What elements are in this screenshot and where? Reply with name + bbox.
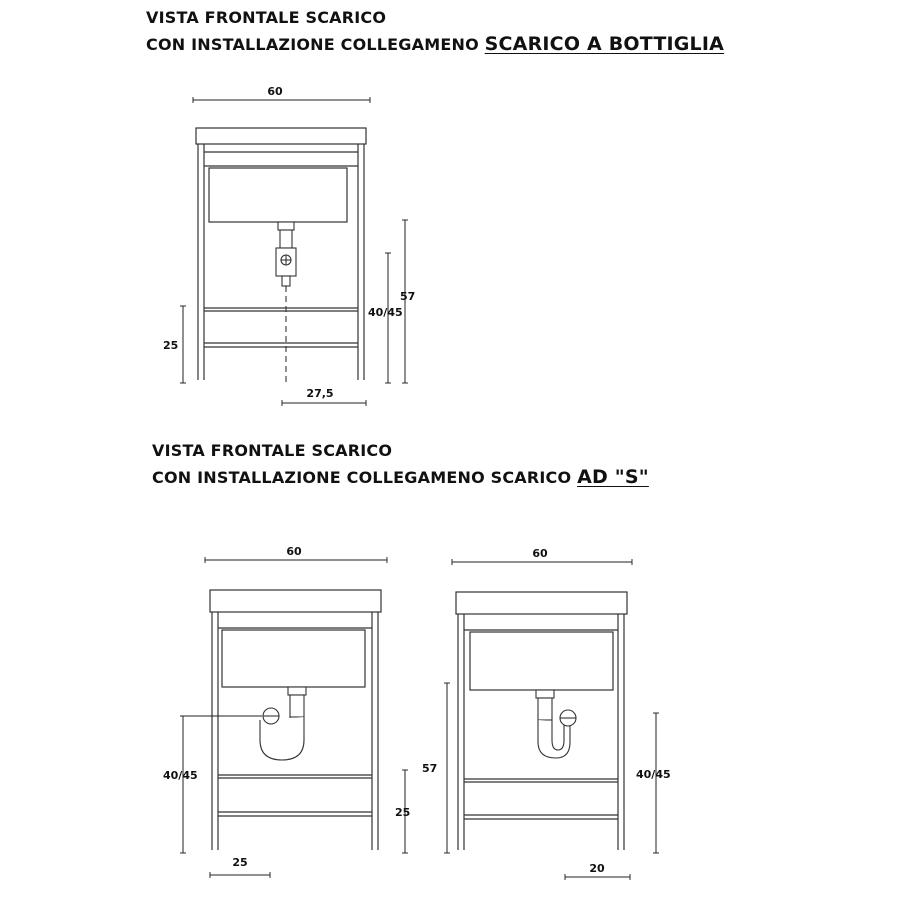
cabinet-s-trap-right bbox=[456, 592, 627, 850]
bottle-trap bbox=[276, 222, 296, 286]
basin bbox=[222, 630, 365, 687]
top-dim-offset: 27,5 bbox=[306, 387, 334, 400]
top-heading-line2-text: CON INSTALLAZIONE COLLEGAMENO bbox=[146, 35, 485, 54]
top-heading-line1: VISTA FRONTALE SCARICO bbox=[146, 8, 387, 27]
s-trap bbox=[180, 687, 306, 760]
br-dim-offset: 20 bbox=[589, 862, 605, 875]
bottom-heading-line1: VISTA FRONTALE SCARICO bbox=[152, 441, 393, 460]
cabinet-s-trap-left bbox=[180, 590, 381, 850]
bottom-left-dimensions bbox=[163, 545, 410, 875]
bl-dim-shelf: 25 bbox=[395, 806, 411, 819]
br-dim-height-drain: 40/45 bbox=[636, 768, 671, 781]
countertop bbox=[210, 590, 381, 612]
countertop bbox=[196, 128, 366, 144]
br-dim-width: 60 bbox=[532, 547, 548, 560]
bottom-heading-emphasis: AD "S" bbox=[577, 466, 649, 488]
s-trap bbox=[536, 690, 576, 758]
top-dim-height-drain: 40/45 bbox=[368, 306, 403, 319]
bl-dim-width: 60 bbox=[286, 545, 302, 558]
top-dim-width: 60 bbox=[267, 85, 283, 98]
top-heading-emphasis: SCARICO A BOTTIGLIA bbox=[484, 33, 725, 55]
bl-dim-offset: 25 bbox=[232, 856, 248, 869]
basin bbox=[470, 632, 613, 690]
top-dim-height-total: 57 bbox=[400, 290, 416, 303]
br-dim-height-total: 57 bbox=[422, 762, 438, 775]
cabinet-bottle-trap bbox=[196, 128, 366, 386]
bl-dim-height-drain: 40/45 bbox=[163, 769, 198, 782]
countertop bbox=[456, 592, 627, 614]
basin bbox=[209, 168, 347, 222]
bottom-heading-line2-text: CON INSTALLAZIONE COLLEGAMENO SCARICO bbox=[152, 468, 578, 487]
top-dim-shelf: 25 bbox=[163, 339, 179, 352]
